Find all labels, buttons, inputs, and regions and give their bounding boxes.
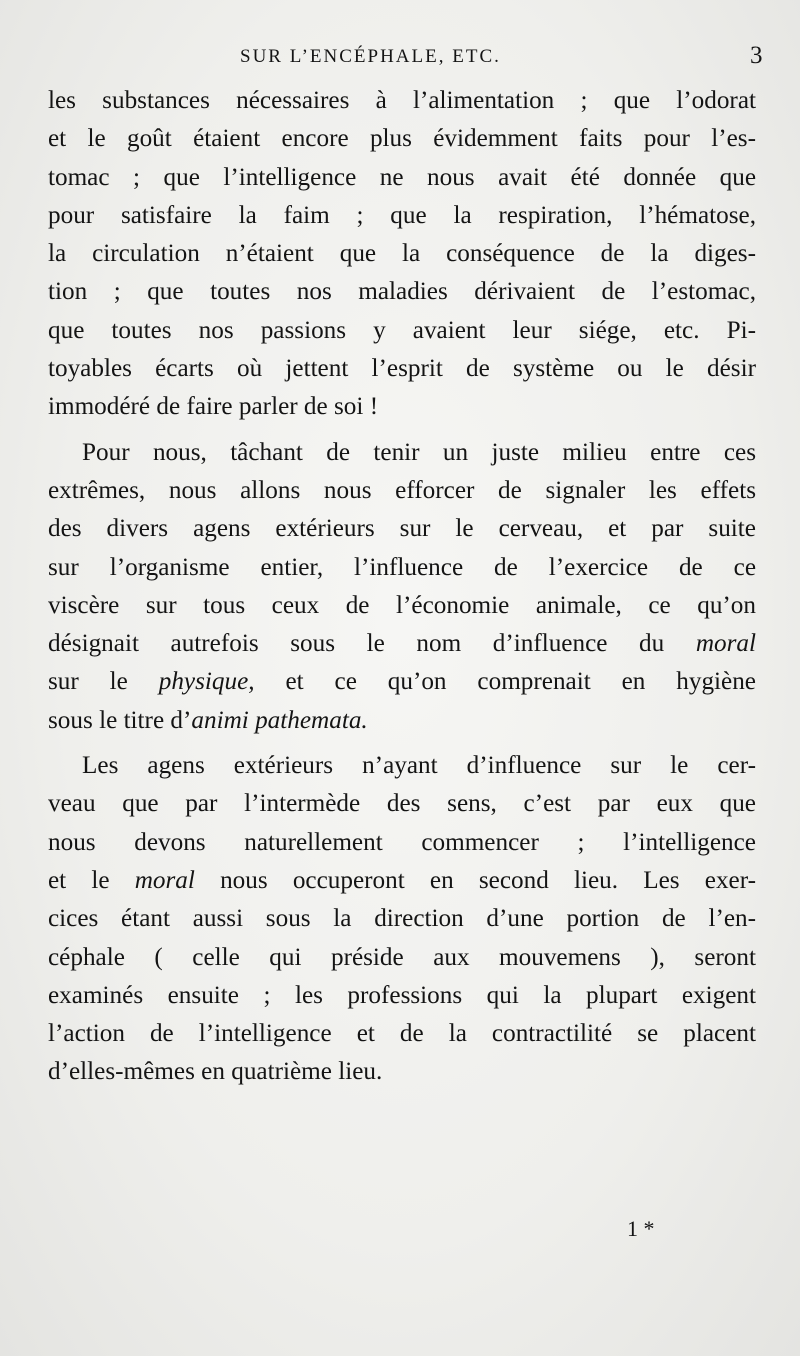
text-line: l’action de l’intelligence et de la contractilité se placent [48,1020,756,1048]
text-line: tomac ; que l’intelligence ne nous avait été donnée que [48,163,756,191]
paragraph-1 [48,82,756,427]
text-line: Pour nous, tâchant de tenir un juste milieu entre ces [82,438,756,466]
signature-mark: 1 * [627,1216,655,1241]
text-line: désignait autrefois sous le nom d’influence du moral [48,630,756,658]
text-line: sur l’organisme entier, l’influence de l’exercice de ce [48,553,756,581]
text-line: tion ; que toutes nos maladies dérivaient de l’estomac, [48,278,756,306]
text-line: pour satisfaire la faim ; que la respiration, l’hématose, [48,201,756,229]
text-line: d’elles-mêmes en quatrième lieu. [48,1058,383,1086]
paragraph-2 [48,434,756,740]
text-line: viscère sur tous ceux de l’économie animale, ce qu’on [48,591,756,619]
text-line: que toutes nos passions y avaient leur siége, etc. Pi- [48,316,756,344]
text-line: veau que par l’intermède des sens, c’est par eux que [48,790,756,818]
text-line: la circulation n’étaient que la conséquence de la diges- [48,240,756,268]
text-line: Les agens extérieurs n’ayant d’influence sur le cer- [82,752,756,780]
text-line: extrêmes, nous allons nous efforcer de signaler les effets [48,476,756,504]
text-line: et le goût étaient encore plus évidemment faits pour l’es- [48,125,756,153]
text-line: toyables écarts où jettent l’esprit de système ou le désir [48,355,756,383]
text-line: et le moral nous occuperont en second lieu. Les exer- [48,866,756,894]
text-line: céphale ( celle qui préside aux mouvemens ), seront [48,943,756,971]
text-line: sous le titre d’animi pathemata. [48,706,368,734]
body-text [48,82,756,1092]
page-header [0,44,800,84]
text-line: examinés ensuite ; les professions qui la plupart exigent [48,981,756,1009]
running-head: SUR L’ENCÉPHALE, ETC. [240,46,501,67]
page-number: 3 [750,42,763,69]
text-line: nous devons naturellement commencer ; l’intelligence [48,828,756,856]
text-line: cices étant aussi sous la direction d’une portion de l’en- [48,905,756,933]
text-line: sur le physique, et ce qu’on comprenait en hygiène [48,668,756,696]
text-line: les substances nécessaires à l’alimentation ; que l’odorat [48,87,756,114]
paragraph-3 [48,747,756,1092]
text-line: immodéré de faire parler de soi ! [48,393,379,421]
text-line: des divers agens extérieurs sur le cerveau, et par suite [48,515,756,543]
